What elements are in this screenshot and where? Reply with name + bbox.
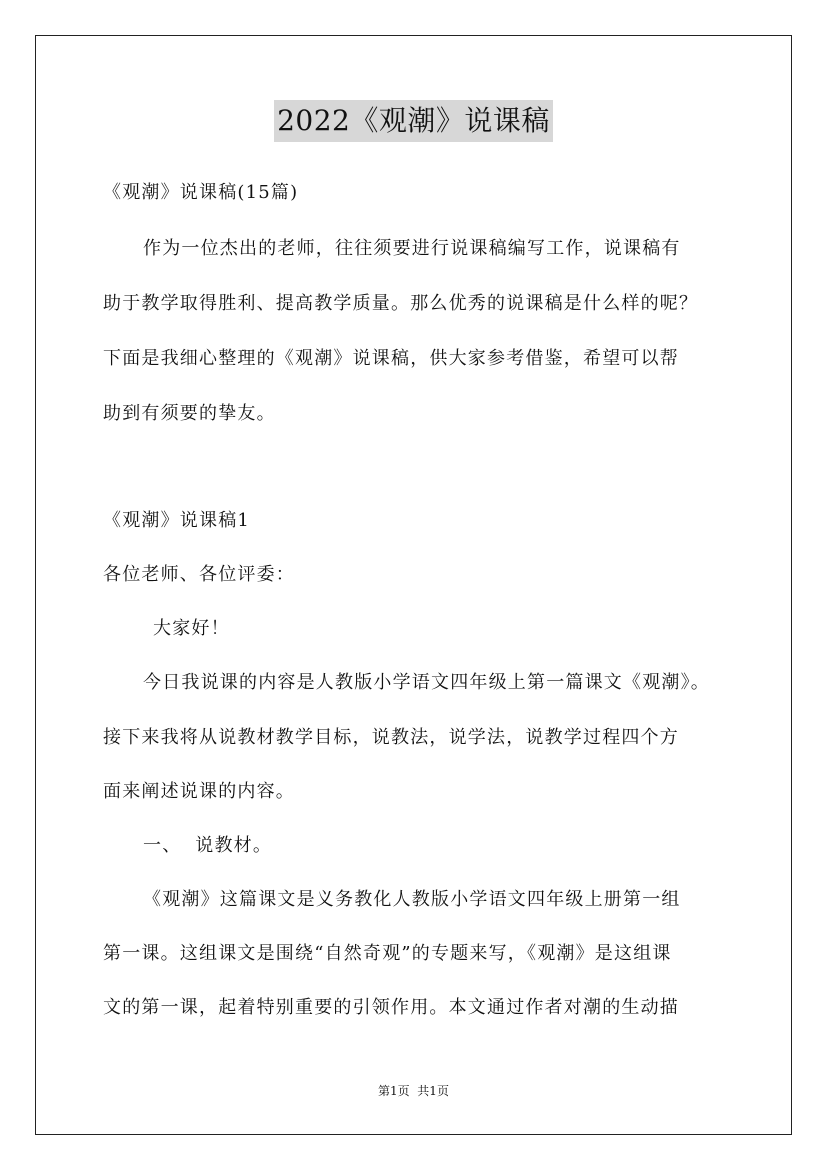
page-footer bbox=[0, 1083, 827, 1099]
part-one-line: 《观潮》这篇课文是义务教化人教版小学语文四年级上册第一组 bbox=[143, 889, 681, 910]
intro-line: 助于教学取得胜利、提高教学质量。那么优秀的说课稿是什么样的呢？ bbox=[103, 293, 699, 314]
document-title: 2022《观潮》说课稿 bbox=[274, 100, 553, 142]
part-one-heading: 一、 说教材。 bbox=[143, 835, 273, 856]
body-line: 面来阐述说课的内容。 bbox=[103, 781, 295, 802]
intro-line: 助到有须要的挚友。 bbox=[103, 403, 276, 424]
page-number: 第1页 共1页 bbox=[378, 1084, 449, 1098]
part-one-line: 第一课。这组课文是围绕“自然奇观”的专题来写，《观潮》是这组课 bbox=[103, 943, 672, 964]
intro-line: 作为一位杰出的老师，往往须要进行说课稿编写工作，说课稿有 bbox=[143, 238, 681, 259]
document-subtitle: 《观潮》说课稿(15篇) bbox=[103, 182, 299, 203]
hello-line: 大家好！ bbox=[153, 618, 230, 639]
body-line: 今日我说课的内容是人教版小学语文四年级上第一篇课文《观潮》。 bbox=[143, 672, 710, 693]
section-heading: 《观潮》说课稿1 bbox=[103, 510, 251, 531]
intro-line: 下面是我细心整理的《观潮》说课稿，供大家参考借鉴，希望可以帮 bbox=[103, 348, 679, 369]
body-line: 接下来我将从说教材教学目标，说教法，说学法，说教学过程四个方 bbox=[103, 727, 679, 748]
title-container bbox=[0, 100, 827, 142]
part-one-line: 文的第一课，起着特别重要的引领作用。本文通过作者对潮的生动描 bbox=[103, 997, 679, 1018]
greeting: 各位老师、各位评委： bbox=[103, 564, 295, 585]
